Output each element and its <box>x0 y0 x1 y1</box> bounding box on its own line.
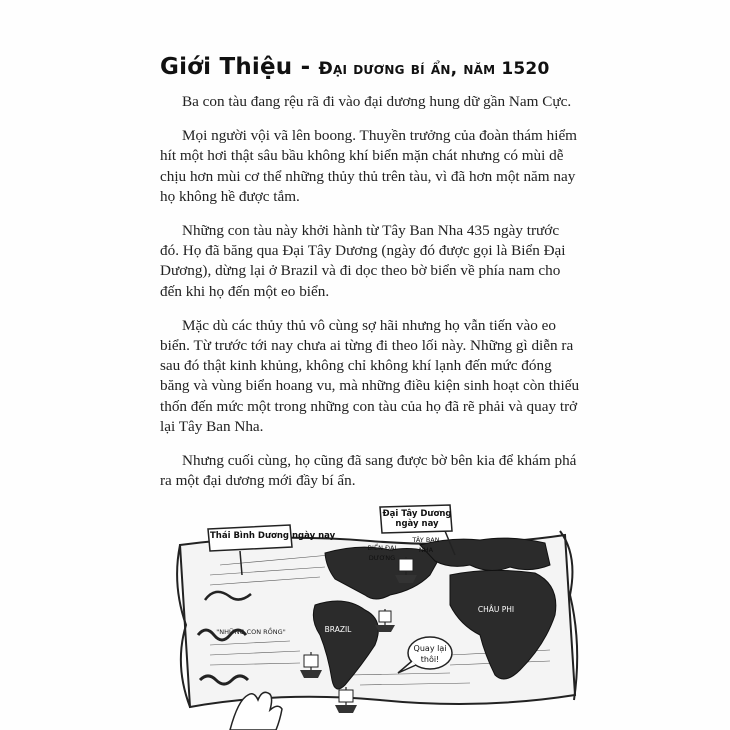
body-text <box>160 92 580 505</box>
dragons-label: "NHỮNG CON RỒNG" <box>216 628 286 636</box>
ocean-sea-label: BIỂN ĐẠI DƯƠNG <box>367 544 397 562</box>
atlantic-label: Đại Tây Dương ngày nay <box>382 509 452 529</box>
chapter-title <box>160 54 620 80</box>
paragraph: Nhưng cuối cùng, họ cũng đã sang được bờ bên kia để khám phá ra một đại dương mới đầy bí ẩn. <box>160 452 577 490</box>
paragraph: Mặc dù các thủy thủ vô cùng sợ hãi nhưng họ vẫn tiến vào eo biển. Từ trước tới nay chưa ai từng đi theo lối này. Những gì diễn ra sau đó thật kinh khủng, không chỉ không khí lạnh đến mức đóng băng và vùng biển hoang vu, mà những điều kiện sinh hoạt còn thiếu thốn đến mức một trong những con tàu của họ đã rẽ phải và quay trở lại Tây Ban Nha. <box>160 316 580 435</box>
paragraph: Những con tàu này khởi hành từ Tây Ban Nha 435 ngày trước đó. Họ đã băng qua Đại Tây Dương (ngày đó được gọi là Biển Đại Dương), dừng lại ở Brazil và đi dọc theo bờ biển về phía nam cho đến khi họ đến một eo biển. <box>160 222 566 300</box>
brazil-label: BRAZIL <box>324 625 352 634</box>
paragraph: Ba con tàu đang rệu rã đi vào đại dương hung dữ gần Nam Cực. <box>182 93 572 110</box>
illustrated-map <box>150 495 590 730</box>
chapter-title-part2: Đại dương bí ẩn, năm 1520 <box>318 59 550 79</box>
speech-bubble-text: Quay lại thôi! <box>413 644 447 664</box>
spain-label: TÂY BAN NHA <box>412 536 440 554</box>
pacific-label: Thái Bình Dương ngày nay <box>210 531 336 541</box>
africa-label: CHÂU PHI <box>477 605 515 614</box>
paragraph: Mọi người vội vã lên boong. Thuyền trưởng của đoàn thám hiểm hít một hơi thật sâu bầu không khí biển mặn chát nhưng có mùi dễ chịu hơn mùi cơ thể những thủy thủ trên tàu, vì đã hơn một năm nay họ không hề được tắm. <box>160 127 577 205</box>
chapter-title-part1: Giới Thiệu - <box>160 54 319 80</box>
